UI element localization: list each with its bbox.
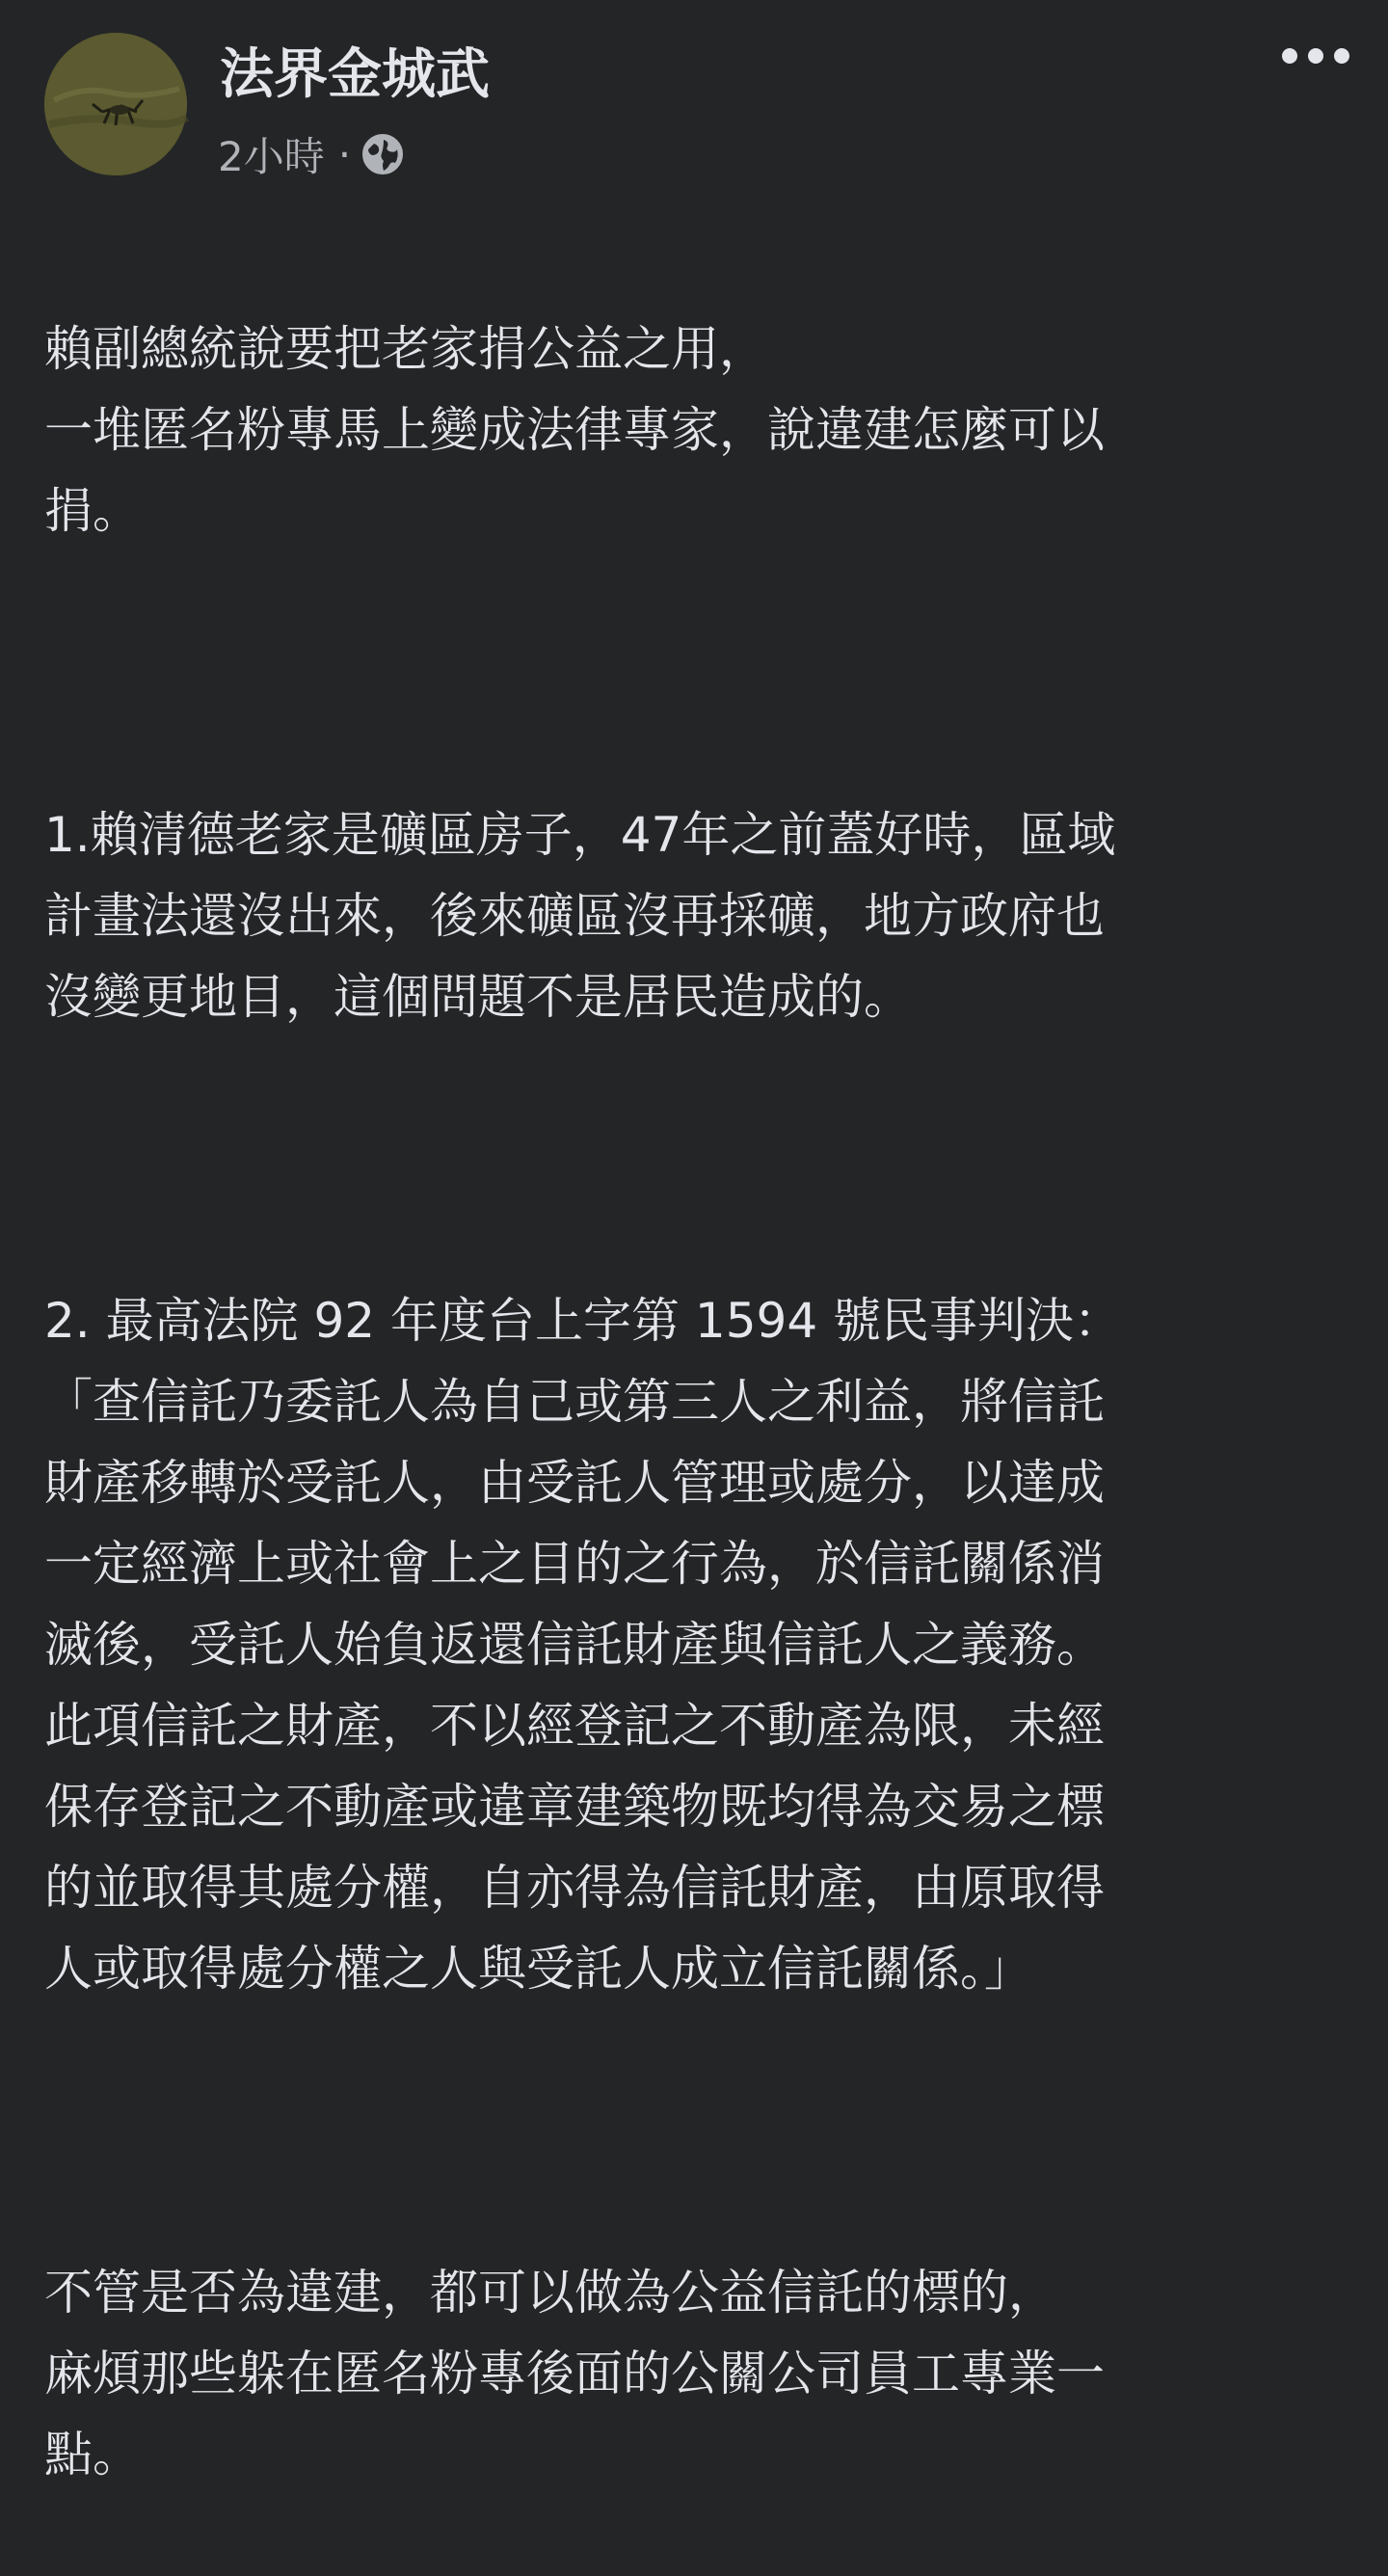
post-paragraph: 1.賴清德老家是礦區房子，47年之前蓋好時，區域 計畫法還沒出來，後來礦區沒再採礦，地方政府也 沒變更地目，這個問題不是居民造成的。 — [44, 807, 1116, 1025]
post-timestamp[interactable]: 2小時 — [218, 133, 325, 180]
more-dots-icon — [1308, 48, 1323, 64]
post-paragraph: 2. 最高法院 92 年度台上字第 1594 號民事判決： 「查信託乃委託人為自己或第三人之利益，將信託 財產移轉於受託人，由受託人管理或處分，以達成 一定經濟上或社會上之目的之行為，於信託關係消 滅後，受託人始負返還信託財產與信託人之義務。 此項信託之財產，不以經登記之不動產為限，未經 保存登記之不動產或違章建築物既均得為交易之標 的並取得其處分權，自亦得為信託財產，由原取得 人或取得處分權之人與受託人成立信託關係。」 — [44, 1293, 1123, 1997]
post-body — [44, 228, 1336, 2576]
author-name[interactable]: 法界金城武 — [220, 43, 490, 106]
more-dots-icon — [1282, 48, 1297, 64]
globe-icon[interactable] — [360, 132, 405, 176]
meta-separator: · — [337, 130, 352, 178]
post-paragraph: 賴副總統說要把老家捐公益之用， 一堆匿名粉專馬上變成法律專家，說違建怎麼可以 捐。 — [44, 321, 1105, 539]
more-options-button[interactable] — [1282, 39, 1349, 73]
post-paragraph: 不管是否為違建，都可以做為公益信託的標的， 麻煩那些躲在匿名粉專後面的公關公司員工專業一 點。 — [44, 2265, 1105, 2482]
more-dots-icon — [1334, 48, 1349, 64]
avatar-image — [44, 33, 187, 175]
post-header — [0, 0, 1388, 193]
author-avatar[interactable] — [44, 33, 187, 175]
paragraph-gap — [44, 2090, 1336, 2171]
paragraph-gap — [44, 1118, 1336, 1199]
paragraph-gap — [44, 632, 1336, 713]
post-meta — [218, 125, 405, 183]
